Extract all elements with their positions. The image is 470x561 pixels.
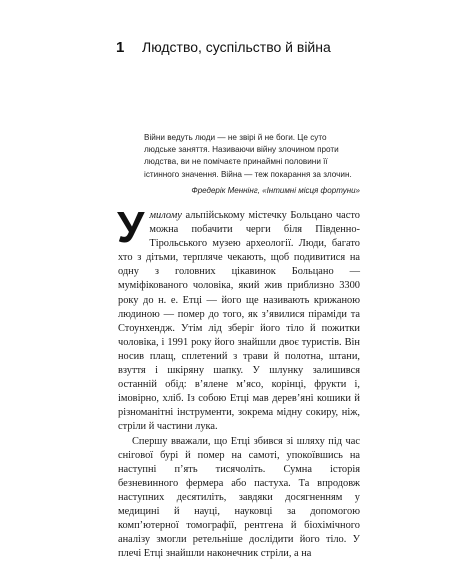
paragraph-2: Спершу вважали, що Етці збився зі шляху під час снігової бурі й помер на самоті, упокоївшись на наступні п’ять тисячоліть. Сумна історія безневинного фермера або пастуха. Та впродовж наступних десятиліть, завдяки досягненням у медицині й науці, науковці за допомогою комп’ютерної томографії, рентгена й біохімічного аналізу змогли ретельніше дослідити його тіло. У плечі Етці знайшли наконечник стріли, а на xyxy=(118,435,360,561)
chapter-title: Людство, суспільство й війна xyxy=(142,39,331,55)
paragraph-1-text: альпійському містечку Больцано часто можна побачити черги біля Південно-Тірольського музею археології. Люди, багато хто з дітьми, терпляче чекають, щоб подивитися на одну з головних цікавинок Больцано — муміфікованого чоловіка, який жив приблизно 3300 року до н. е. Етці — його ще називають крижаною людиною — помер до того, як з’явилися піраміди та Стоунхендж. Утім лід зберіг його тіло й пожитки чоловіка, і 1991 року його знайшли двоє туристів. Він носив плащ, сплетений з трави й полотна, штани, взуття і шкіряну шапку. У шлунку залишився останній обід: в’ялене м’ясо, корінці, фрукти і, імовірно, хліб. Із собою Етці мав дерев’яні кошики й різноманітні інструменти, зокрема мідну сокиру, ніж, стріли й частини лука. xyxy=(118,210,360,432)
drop-cap: У xyxy=(117,211,144,245)
epigraph xyxy=(144,132,360,181)
lead-word: милому xyxy=(149,210,182,221)
epigraph-source: Фредерік Меннінг, «Інтимні місця фортуни» xyxy=(144,185,360,196)
paragraph-1 xyxy=(118,209,360,435)
chapter-number: 1 xyxy=(116,40,142,56)
epigraph-text: Війни ведуть люди — не звірі й не боги. Це суто людське заняття. Називаючи війну злочином проти людства, ви не помічаєте принаймні половини її істинного значення. Війна — теж покарання за злочин. xyxy=(144,132,360,181)
body-text xyxy=(118,209,360,561)
chapter-heading xyxy=(116,39,436,56)
